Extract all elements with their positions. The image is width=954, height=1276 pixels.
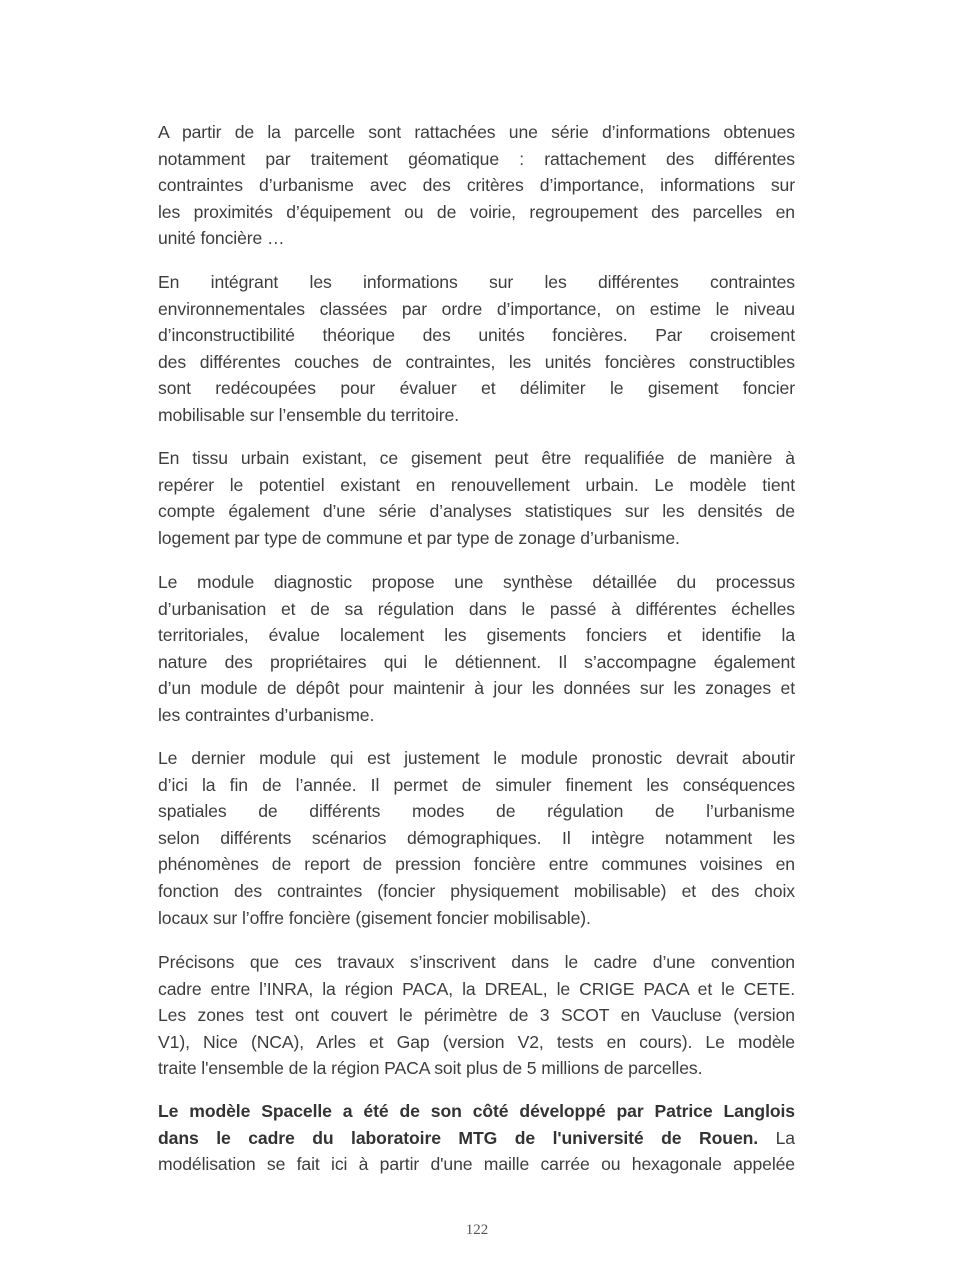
text-line: d’un module de dépôt pour maintenir à jour les données sur les zonages et	[158, 678, 795, 699]
text-line: d’ici la fin de l’année. Il permet de simuler finement les conséquences	[158, 774, 795, 795]
text-line: Précisons que ces travaux s’inscrivent dans le cadre d’une convention	[158, 952, 795, 972]
paragraph-6	[158, 949, 795, 1082]
text-line: En tissu urbain existant, ce gisement peut être requalifiée de manière à	[158, 448, 795, 468]
page-number: 122	[465, 1222, 489, 1238]
text-line	[158, 1125, 795, 1152]
text-line: mobilisable sur l’ensemble du territoire.	[158, 404, 459, 425]
text-line: fonction des contraintes (foncier physiquement mobilisable) et des choix	[158, 880, 795, 901]
paragraph-4	[158, 569, 795, 729]
text-line: A partir de la parcelle sont rattachées une série d’informations obtenues	[158, 122, 795, 142]
text-line: des différentes couches de contraintes, les unités foncières constructibles	[158, 351, 795, 372]
text-line: cadre entre l’INRA, la région PACA, la DREAL, le CRIGE PACA et le CETE.	[158, 978, 795, 999]
text-line: les proximités d’équipement ou de voirie, regroupement des parcelles en	[158, 201, 795, 222]
text-line: d’urbanisation et de sa régulation dans le passé à différentes échelles	[158, 598, 795, 619]
text-line: Les zones test ont couvert le périmètre de 3 SCOT en Vaucluse (version	[158, 1005, 795, 1026]
bold-text: Le modèle Spacelle a été de son côté développé par Patrice Langlois	[158, 1101, 795, 1121]
text-line: environnementales classées par ordre d’importance, on estime le niveau	[158, 298, 795, 319]
text-line: les contraintes d’urbanisme.	[158, 704, 375, 725]
text-line: notamment par traitement géomatique : rattachement des différentes	[158, 148, 795, 169]
text-line: unité foncière …	[158, 228, 285, 249]
text-line: territoriales, évalue localement les gisements fonciers et identifie la	[158, 625, 795, 646]
text-line: nature des propriétaires qui le détiennent. Il s’accompagne également	[158, 651, 795, 672]
paragraph-7	[158, 1098, 795, 1178]
text-line: traite l'ensemble de la région PACA soit plus de 5 millions de parcelles.	[158, 1058, 703, 1079]
text-line: d’inconstructibilité théorique des unités foncières. Par croisement	[158, 325, 795, 346]
paragraph-1	[158, 119, 795, 252]
text-line: Le module diagnostic propose une synthèse détaillée du processus	[158, 572, 795, 592]
text-line: phénomènes de report de pression foncière entre communes voisines en	[158, 854, 795, 875]
text-line: Le dernier module qui est justement le module pronostic devrait aboutir	[158, 748, 795, 768]
text-line: repérer le potentiel existant en renouvellement urbain. Le modèle tient	[158, 474, 795, 495]
text-line: spatiales de différents modes de régulation de l’urbanisme	[158, 801, 795, 822]
text-line: sont redécoupées pour évaluer et délimiter le gisement foncier	[158, 378, 795, 399]
text-line: V1), Nice (NCA), Arles et Gap (version V2, tests en cours). Le modèle	[158, 1031, 795, 1052]
normal-text: La	[758, 1127, 795, 1148]
paragraph-5	[158, 745, 795, 931]
text-line: En intégrant les informations sur les différentes contraintes	[158, 272, 795, 292]
paragraph-3	[158, 445, 795, 551]
text-line: compte également d’une série d’analyses statistiques sur les densités de	[158, 501, 795, 522]
text-line: contraintes d’urbanisme avec des critères d’importance, informations sur	[158, 175, 795, 196]
text-line: selon différents scénarios démographiques. Il intègre notamment les	[158, 827, 795, 848]
bold-text: dans le cadre du laboratoire MTG de l'université de Rouen.	[158, 1127, 759, 1148]
text-line: logement par type de commune et par type de zonage d’urbanisme.	[158, 527, 680, 548]
text-line	[158, 1098, 795, 1125]
text-line: locaux sur l’offre foncière (gisement foncier mobilisable).	[158, 907, 591, 928]
paragraph-2	[158, 269, 795, 429]
text-line: modélisation se fait ici à partir d'une maille carrée ou hexagonale appelée	[158, 1154, 795, 1175]
